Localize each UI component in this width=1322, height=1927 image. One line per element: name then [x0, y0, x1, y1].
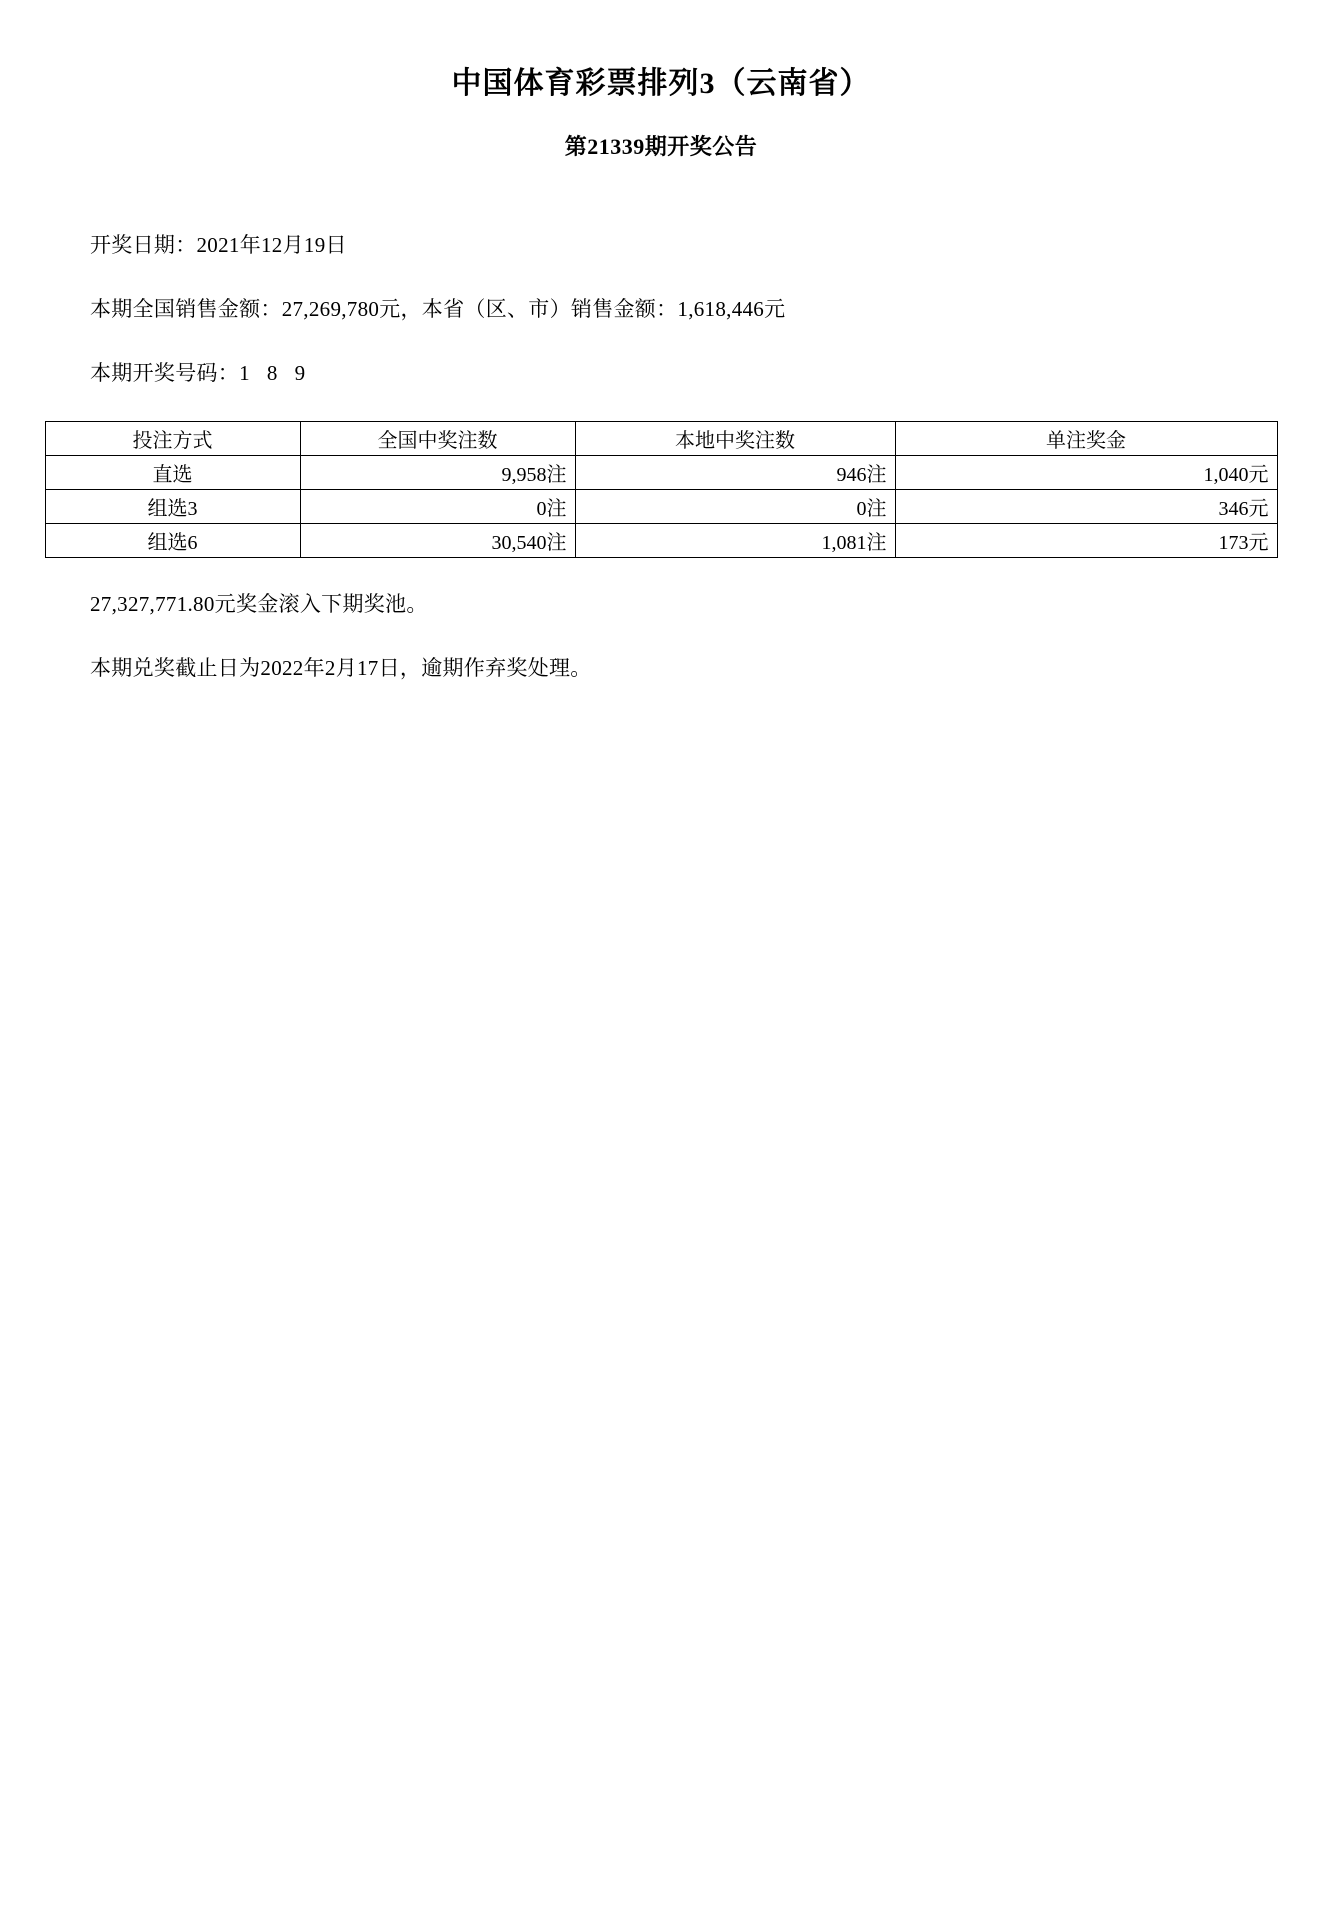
lottery-announcement-page	[0, 58, 1322, 1927]
page-subtitle: 第21339期开奖公告	[564, 134, 758, 159]
cell-method: 组选6	[45, 524, 300, 558]
table-row	[45, 524, 1277, 558]
winning-numbers: 1 8 9	[239, 361, 312, 385]
cell-method: 组选3	[45, 490, 300, 524]
column-header-national-winners: 全国中奖注数	[300, 422, 575, 456]
prize-table	[45, 421, 1278, 558]
column-header-local-winners: 本地中奖注数	[575, 422, 895, 456]
cell-prize-per-bet: 1,040元	[895, 456, 1277, 490]
sales-amount-line: 本期全国销售金额：27,269,780元，本省（区、市）销售金额：1,618,446元	[90, 297, 786, 321]
claim-deadline-line: 本期兑奖截止日为2022年2月17日，逾期作弃奖处理。	[90, 656, 592, 680]
cell-local-winners: 946注	[575, 456, 895, 490]
winning-number-line	[90, 357, 1277, 387]
cell-method: 直选	[45, 456, 300, 490]
cell-national-winners: 30,540注	[300, 524, 575, 558]
announcement-footer	[45, 588, 1277, 682]
column-header-method: 投注方式	[45, 422, 300, 456]
page-title: 中国体育彩票排列3（云南省）	[451, 67, 871, 100]
cell-national-winners: 9,958注	[300, 456, 575, 490]
rollover-line: 27,327,771.80元奖金滚入下期奖池。	[90, 592, 428, 616]
table-header-row	[45, 422, 1277, 456]
cell-prize-per-bet: 173元	[895, 524, 1277, 558]
table-row	[45, 490, 1277, 524]
cell-local-winners: 1,081注	[575, 524, 895, 558]
cell-local-winners: 0注	[575, 490, 895, 524]
announcement-body	[45, 229, 1277, 387]
cell-prize-per-bet: 346元	[895, 490, 1277, 524]
table-row	[45, 456, 1277, 490]
winning-number-label: 本期开奖号码：	[90, 361, 240, 385]
cell-national-winners: 0注	[300, 490, 575, 524]
draw-date-line: 开奖日期：2021年12月19日	[90, 233, 347, 257]
column-header-prize-per-bet: 单注奖金	[895, 422, 1277, 456]
